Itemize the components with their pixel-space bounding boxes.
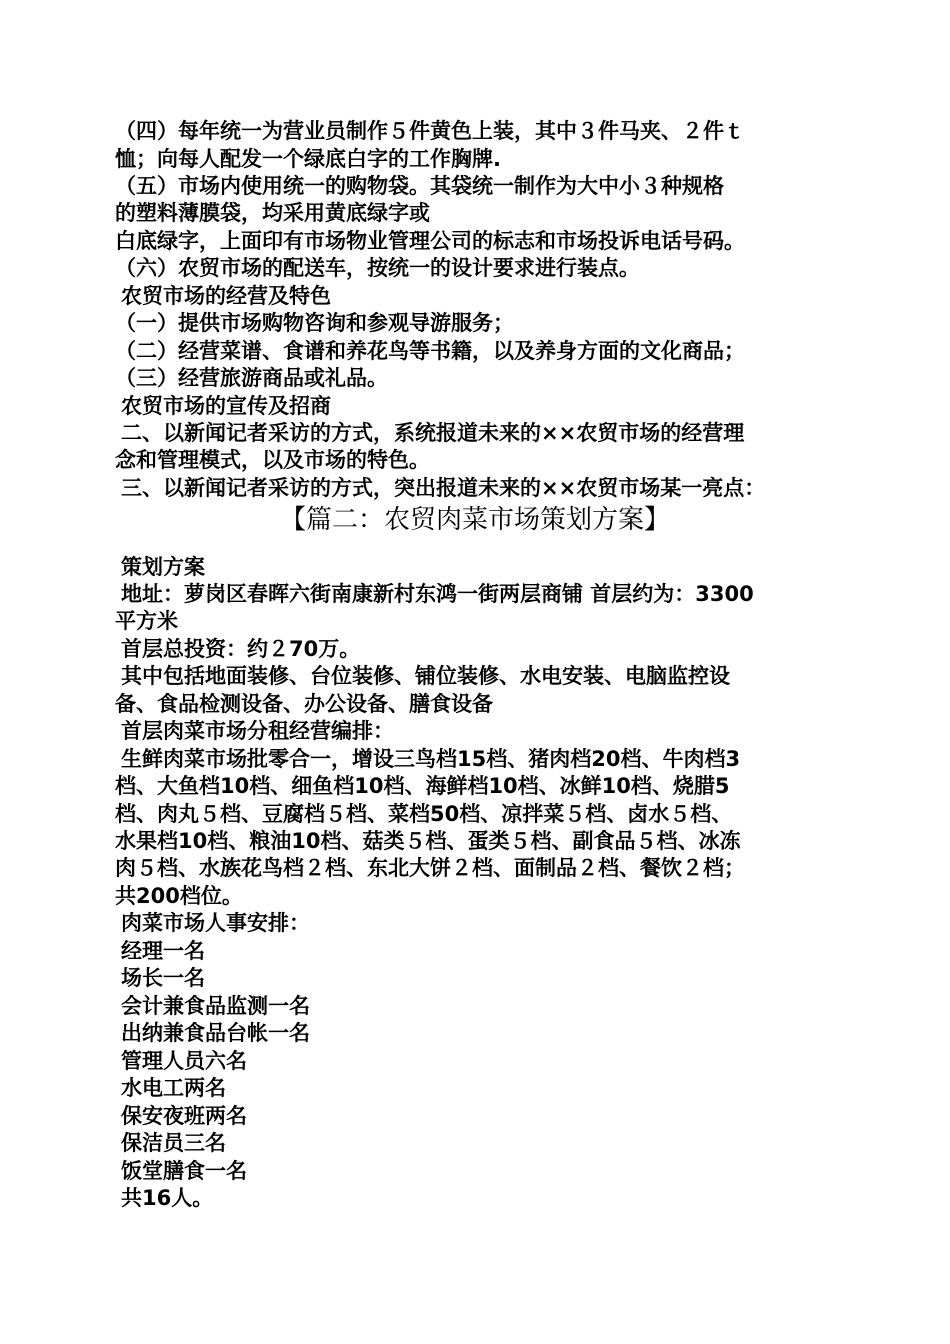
paragraph-line: 三、以新闻记者采访的方式，突出报道未来的××农贸市场某一亮点： <box>121 476 766 500</box>
paragraph-line: 其中包括地面装修、台位装修、铺位装修、水电安装、电脑监控设 <box>121 664 730 688</box>
paragraph-line: （五）市场内使用统一的购物袋。其袋统一制作为大中小３种规格 <box>115 174 724 198</box>
paragraph-line: （二）经营菜谱、食谱和养花鸟等书籍，以及养身方面的文化商品； <box>115 339 745 363</box>
section-heading: 首层肉菜市场分租经营编排： <box>121 719 394 743</box>
list-item: 保安夜班两名 <box>121 1104 247 1128</box>
paragraph-line: 念和管理模式，以及市场的特色。 <box>115 448 430 472</box>
paragraph-line: 白底绿字，上面印有市场物业管理公司的标志和市场投诉电话号码。 <box>115 229 745 253</box>
paragraph-line: 备、食品检测设备、办公设备、膳食设备 <box>115 692 493 716</box>
list-item: 场长一名 <box>121 966 205 990</box>
paragraph-line: 恤；向每人配发一个绿底白字的工作胸牌. <box>115 147 501 171</box>
section-heading: 农贸市场的宣传及招商 <box>121 394 331 418</box>
section-heading: 农贸市场的经营及特色 <box>121 284 331 308</box>
paragraph-line: （一）提供市场购物咨询和参观导游服务； <box>115 311 514 335</box>
paragraph-line: （四）每年统一为营业员制作５件黄色上装，其中３件马夹、２件ｔ <box>115 119 745 143</box>
list-item: 水电工两名 <box>121 1076 226 1100</box>
paragraph-line: 档、肉丸５档、豆腐档５档、菜档50档、凉拌菜５档、卤水５档、 <box>115 802 733 826</box>
list-item: 共16人。 <box>121 1186 214 1210</box>
paragraph-line: 地址：萝岗区春晖六街南康新村东鸿一街两层商铺 首层约为：3300 <box>121 582 754 606</box>
paragraph-line: 首层总投资：约２70万。 <box>121 637 361 661</box>
document-title: 【篇二：农贸肉菜市场策划方案】 <box>279 505 670 535</box>
list-item: 经理一名 <box>121 939 205 963</box>
paragraph-line: （三）经营旅游商品或礼品。 <box>115 366 388 390</box>
list-item: 保洁员三名 <box>121 1131 226 1155</box>
paragraph-line: 肉５档、水族花鸟档２档、东北大饼２档、面制品２档、餐饮２档； <box>115 856 745 880</box>
list-item: 管理人员六名 <box>121 1049 247 1073</box>
list-item: 出纳兼食品台帐一名 <box>121 1021 310 1045</box>
paragraph-line: 生鲜肉菜市场批零合一，增设三鸟档15档、猪肉档20档、牛肉档3 <box>121 747 741 771</box>
section-heading: 策划方案 <box>121 555 205 579</box>
paragraph-line: （六）农贸市场的配送车，按统一的设计要求进行装点。 <box>115 256 640 280</box>
paragraph-line: 档、大鱼档10档、细鱼档10档、海鲜档10档、冰鲜10档、烧腊5 <box>115 774 730 798</box>
paragraph-line: 的塑料薄膜袋，均采用黄底绿字或 <box>115 201 430 225</box>
paragraph-line: 平方米 <box>115 609 178 633</box>
section-heading: 肉菜市场人事安排： <box>121 911 310 935</box>
paragraph-line: 二、以新闻记者采访的方式，系统报道未来的××农贸市场的经营理 <box>121 421 745 445</box>
list-item: 会计兼食品监测一名 <box>121 994 310 1018</box>
paragraph-line: 水果档10档、粮油10档、菇类５档、蛋类５档、副食品５档、冰冻 <box>115 829 741 853</box>
paragraph-line: 共200档位。 <box>115 884 243 908</box>
list-item: 饭堂膳食一名 <box>121 1159 247 1183</box>
